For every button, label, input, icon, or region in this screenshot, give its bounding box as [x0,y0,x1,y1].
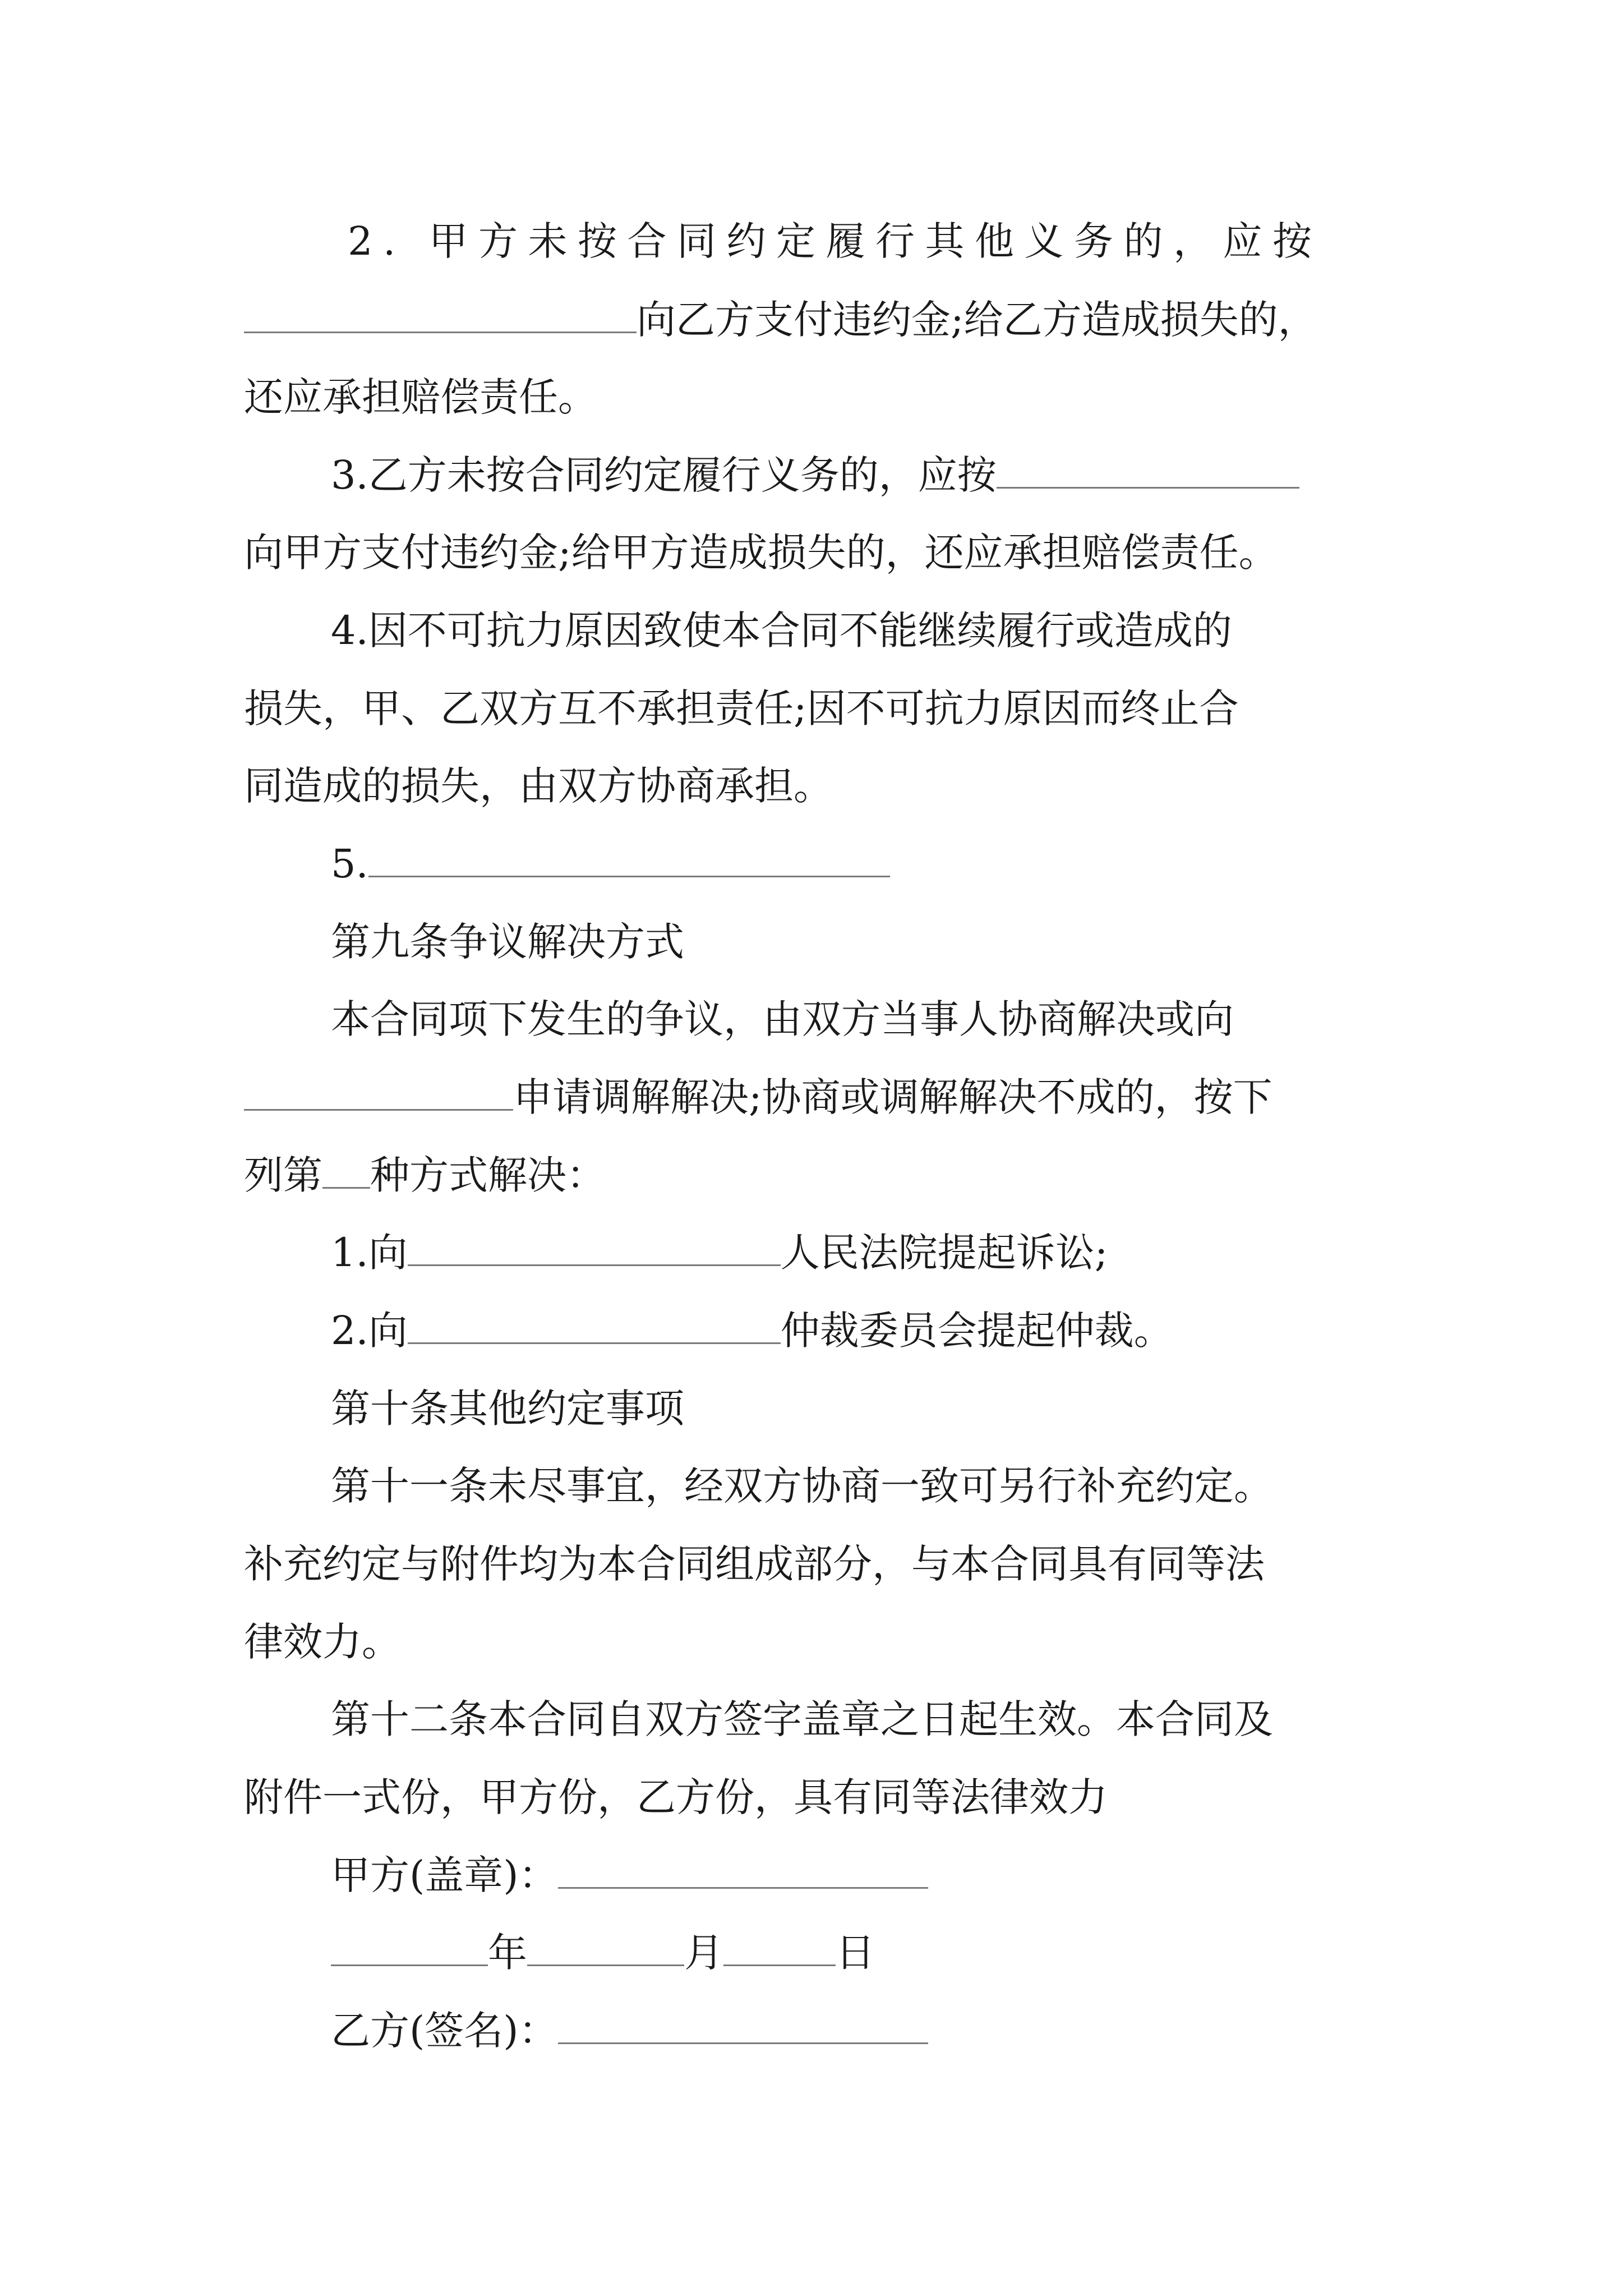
clause-9-heading: 第九条争议解决方式 [331,919,684,965]
clause-9-option-1-post: 人民法院提起诉讼; [780,1230,1108,1276]
party-a-signature-line [331,1848,928,1902]
penalty-amount-blank-b[interactable] [997,453,1299,489]
penalty-amount-blank-a[interactable] [244,298,637,333]
month-label: 月 [684,1930,723,1976]
clause-9-line-2-text: 申请调解解决;协商或调解解决不成的，按下 [513,1074,1272,1120]
party-b-label: 乙方(签名)： [331,2008,558,2054]
clause-8-item-2-line-3: 还应承担赔偿责任。 [244,374,597,420]
party-b-signature-blank[interactable] [558,2009,928,2044]
clause-11-line-2: 补充约定与附件均为本合同组成部分，与本合同具有同等法 [244,1541,1265,1587]
dispute-method-number-blank[interactable] [322,1153,370,1189]
clause-8-item-4-line-1: 4.因不可抗力原因致使本合同不能继续履行或造成的 [331,608,1232,654]
clause-9-option-2 [331,1304,1173,1358]
clause-11-line-1: 第十一条未尽事宜，经双方协商一致可另行补充约定。 [331,1463,1273,1509]
party-b-signature-line [331,2004,928,2058]
party-a-label: 甲方(盖章)： [331,1852,558,1898]
clause-12-line-2: 附件一式份，甲方份，乙方份，具有同等法律效力 [244,1774,1108,1820]
court-name-blank[interactable] [408,1231,781,1266]
clause-8-item-3-line-2: 向甲方支付违约金;给甲方造成损失的，还应承担赔偿责任。 [244,530,1278,576]
day-label: 日 [836,1930,875,1976]
clause-9-option-1 [331,1226,1108,1280]
clause-8-item-2-line-1: 2. 甲方未按合同约定履行其他义务的，应按 [348,218,1322,264]
mediation-body-blank[interactable] [244,1075,513,1111]
clause-10-heading: 第十条其他约定事项 [331,1386,684,1432]
clause-9-line-3-post: 种方式解决： [370,1152,606,1198]
date-line [331,1926,875,1980]
clause-11-line-3: 律效力。 [244,1619,401,1665]
clause-8-item-5-line [331,837,890,891]
clause-8-item-4-line-2: 损失，甲、乙双方互不承担责任;因不可抗力原因而终止合 [244,685,1239,731]
month-blank[interactable] [527,1931,684,1966]
clause-12-line-1: 第十二条本合同自双方签字盖章之日起生效。本合同及 [331,1696,1273,1742]
clause-8-item-4-line-3: 同造成的损失，由双方协商承担。 [244,763,833,809]
clause-8-item-2-line-2-text: 向乙方支付违约金;给乙方造成损失的， [637,297,1317,343]
clause-8-item-3-line-1-text: 3.乙方未按合同约定履行义务的，应按 [331,452,997,498]
year-label: 年 [488,1930,527,1976]
clause-9-option-2-pre: 2.向 [331,1308,408,1354]
year-blank[interactable] [331,1931,488,1966]
party-a-seal-blank[interactable] [558,1853,928,1889]
item-5-blank[interactable] [368,842,890,877]
clause-8-item-5-label: 5. [331,841,368,887]
day-blank[interactable] [723,1931,836,1966]
clause-9-line-2 [244,1070,1272,1124]
clause-9-line-3-pre: 列第 [244,1152,322,1198]
clause-9-option-2-post: 仲裁委员会提起仲裁。 [780,1308,1173,1354]
clause-9-line-3 [244,1148,606,1202]
clause-8-item-3-line-1 [331,448,1299,502]
clause-8-item-2-line-2 [244,293,1317,347]
clause-9-option-1-pre: 1.向 [331,1230,408,1276]
arbitration-committee-blank[interactable] [408,1309,781,1344]
clause-9-line-1: 本合同项下发生的争议，由双方当事人协商解决或向 [331,996,1234,1042]
